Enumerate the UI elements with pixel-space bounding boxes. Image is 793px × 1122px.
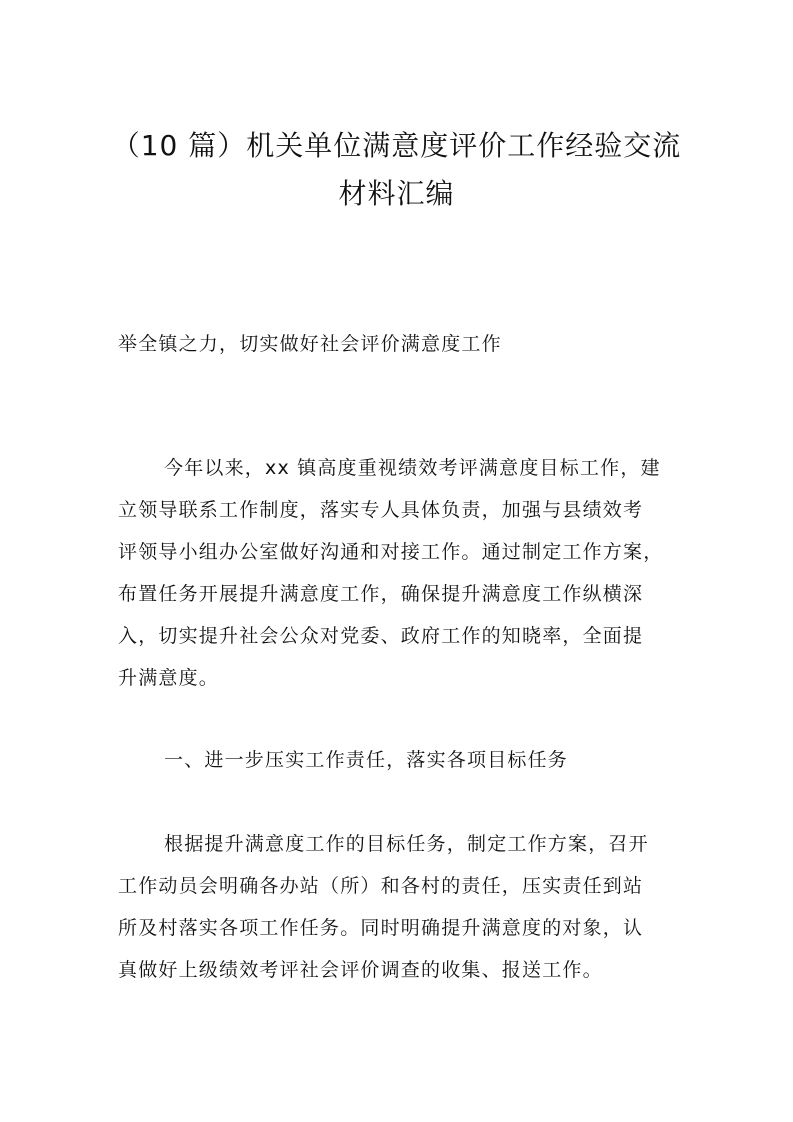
- paragraph-2-line-4: 真做好上级绩效考评社会评价调查的收集、报送工作。: [118, 959, 603, 981]
- paragraph-2-line-1: 根据提升满意度工作的目标任务，制定工作方案，召开: [164, 833, 649, 855]
- document-title-line-1: （10 篇）机关单位满意度评价工作经验交流: [111, 129, 682, 162]
- paragraph-1-line-4: 布置任务开展提升满意度工作，确保提升满意度工作纵横深: [118, 583, 644, 605]
- paragraph-2-line-3: 所及村落实各项工作任务。同时明确提升满意度的对象，认: [118, 917, 644, 939]
- paragraph-1-line-2: 立领导联系工作制度，落实专人具体负责，加强与县绩效考: [118, 499, 644, 521]
- paragraph-1-line-3: 评领导小组办公室做好沟通和对接工作。通过制定工作方案，: [118, 541, 664, 563]
- paragraph-2-line-2: 工作动员会明确各办站（所）和各村的责任，压实责任到站: [118, 875, 644, 897]
- paragraph-1-line-6: 升满意度。: [118, 667, 220, 689]
- document-subtitle: 举全镇之力，切实做好社会评价满意度工作: [118, 333, 502, 355]
- paragraph-1-line-5: 入，切实提升社会公众对党委、政府工作的知晓率，全面提: [118, 625, 644, 647]
- section-heading: 一、进一步压实工作责任，落实各项目标任务: [164, 749, 569, 771]
- document-title-line-2: 材料汇编: [338, 177, 455, 210]
- paragraph-1-line-1: 今年以来，xx 镇高度重视绩效考评满意度目标工作，建: [164, 457, 661, 479]
